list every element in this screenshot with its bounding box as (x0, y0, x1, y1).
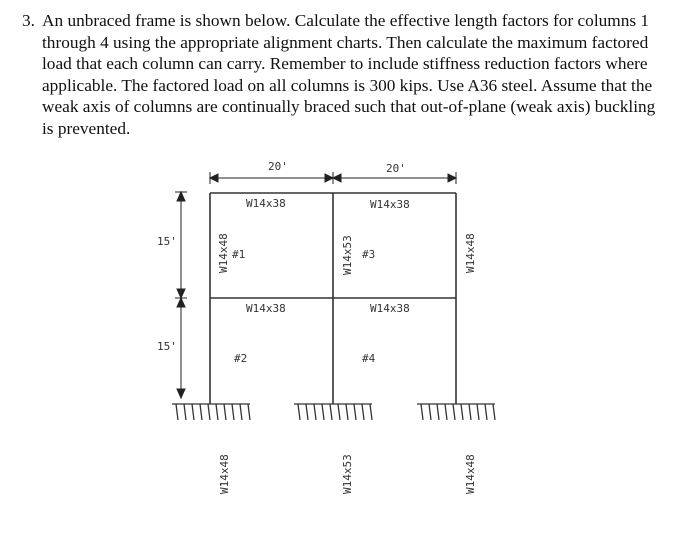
dim-arrow-story-lower (177, 298, 185, 307)
problem-line-3: load that each column can carry. Remember to include stiffness reduction factors where (42, 54, 648, 73)
column-3-label: #3 (362, 248, 376, 261)
dim-arrow-right (448, 174, 456, 182)
column-4-label: #4 (362, 352, 376, 365)
col-mid-lower-label: W14x53 (341, 454, 354, 494)
story-upper-label: 15' (157, 235, 177, 248)
problem-line-4: applicable. The factored load on all columns is 300 kips. Use A36 steel. Assume that the (42, 75, 653, 95)
dim-arrow-bottom (177, 389, 185, 398)
col-mid-upper-label: W14x53 (341, 235, 354, 275)
col-left-upper-label: W14x48 (217, 233, 230, 273)
dim-arrow-top (177, 192, 185, 201)
beam-roof-left-label: W14x38 (246, 197, 286, 210)
fixed-support-left (172, 404, 250, 420)
beam-floor-right-label: W14x38 (370, 302, 410, 315)
story-dimensions (175, 192, 187, 398)
col-right-upper-label: W14x48 (464, 233, 477, 273)
dim-arrow-mid-right (333, 174, 341, 182)
problem-line-5: weak axis of columns are continually braced such that out-of-plane (weak axis) buckling (42, 97, 656, 116)
column-1-label: #1 (232, 248, 246, 261)
span-right-label: 20' (386, 162, 406, 175)
frame-members (210, 193, 456, 404)
story-lower-label: 15' (157, 340, 177, 353)
col-left-lower-label: W14x48 (218, 454, 231, 494)
fixed-support-middle (294, 404, 372, 420)
fixed-support-right (417, 404, 495, 420)
col-right-lower-label: W14x48 (464, 454, 477, 494)
dim-arrow-mid-left (325, 174, 333, 182)
problem-line-6: is prevented. (42, 118, 131, 138)
dim-arrow-left (210, 174, 218, 182)
span-dimensions (210, 172, 456, 184)
beam-roof-right-label: W14x38 (370, 198, 410, 211)
beam-floor-left-label: W14x38 (246, 302, 286, 315)
problem-line-2: through 4 using the appropriate alignment charts. Then calculate the maximum factored (42, 32, 649, 52)
problem-line-1: An unbraced frame is shown below. Calculate the effective length factors for columns 1 (42, 11, 650, 30)
column-2-label: #2 (234, 352, 248, 365)
dim-arrow-story-upper (177, 289, 185, 298)
span-left-label: 20' (268, 160, 288, 173)
problem-number: 3. (22, 11, 35, 30)
